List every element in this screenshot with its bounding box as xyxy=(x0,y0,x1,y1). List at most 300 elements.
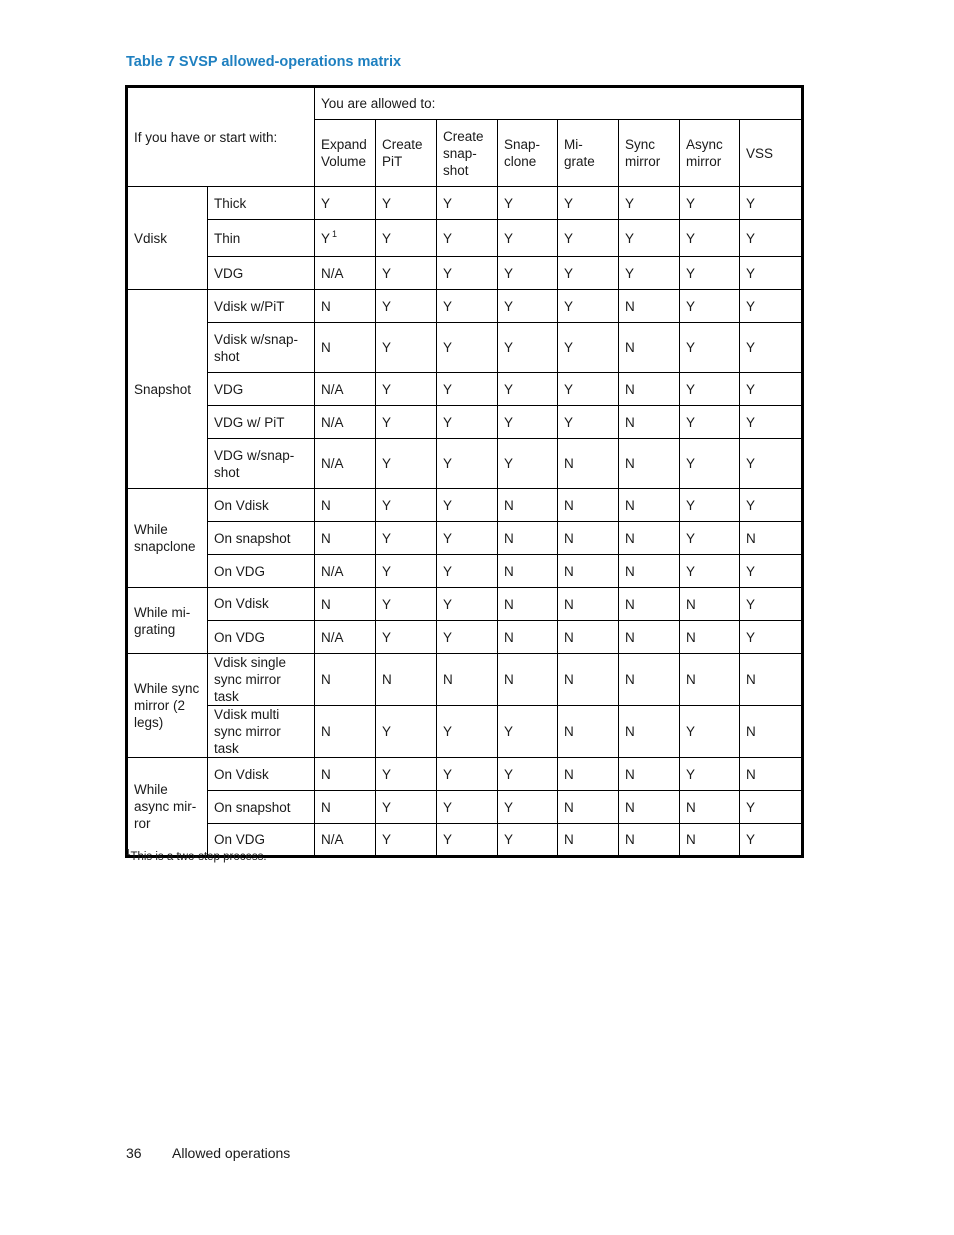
cell-value: Y xyxy=(504,724,514,739)
matrix-cell xyxy=(437,220,498,257)
cell-value: Y xyxy=(686,497,696,513)
matrix-cell xyxy=(315,706,376,758)
cell-value: Y xyxy=(564,414,574,430)
matrix-cell xyxy=(619,187,680,220)
matrix-cell xyxy=(680,373,740,406)
cell-value: N xyxy=(746,672,756,687)
cell-value: Y xyxy=(625,265,635,281)
cell-value: Y xyxy=(504,340,514,355)
cell-value: Y xyxy=(746,629,756,645)
cell-value: Y xyxy=(443,230,453,246)
cell-value: Y xyxy=(382,298,392,314)
matrix-cell xyxy=(437,824,498,857)
cell-value: Y xyxy=(382,381,392,397)
cell-value: Y xyxy=(686,456,696,471)
cell-value: N xyxy=(746,766,756,782)
matrix-cell xyxy=(558,706,619,758)
cell-value: Y xyxy=(443,563,453,579)
cell-value: Y xyxy=(382,596,392,612)
matrix-cell xyxy=(558,257,619,290)
cell-value: Y xyxy=(504,265,514,281)
column-header: Sync mirror xyxy=(619,120,680,187)
cell-value: Y xyxy=(686,724,696,739)
cell-value: Y xyxy=(746,596,756,612)
cell-value: Y xyxy=(564,195,574,211)
cell-value: Y xyxy=(321,195,331,211)
matrix-cell xyxy=(437,706,498,758)
cell-value: N xyxy=(625,381,635,397)
cell-value: N xyxy=(564,596,574,612)
matrix-cell xyxy=(376,220,437,257)
cell-value: N xyxy=(625,340,635,355)
cell-value: Y xyxy=(564,381,574,397)
cell-value: Y xyxy=(746,497,756,513)
matrix-cell xyxy=(498,257,558,290)
table-row xyxy=(127,522,803,555)
matrix-cell xyxy=(376,373,437,406)
row-label: On Vdisk xyxy=(208,489,315,522)
row-label: VDG xyxy=(208,257,315,290)
column-header: VSS xyxy=(740,120,803,187)
matrix-cell xyxy=(680,522,740,555)
matrix-cell xyxy=(558,323,619,373)
group-label: Vdisk xyxy=(127,187,208,290)
matrix-cell xyxy=(558,187,619,220)
table-row xyxy=(127,257,803,290)
cell-value: Y xyxy=(443,298,453,314)
cell-value: Y xyxy=(504,230,514,246)
cell-value: N xyxy=(625,596,635,612)
cell-value: Y xyxy=(443,530,453,546)
matrix-cell xyxy=(619,791,680,824)
table-row xyxy=(127,791,803,824)
header-start-with: If you have or start with: xyxy=(127,87,315,187)
row-label: On Vdisk xyxy=(208,588,315,621)
matrix-cell xyxy=(315,555,376,588)
matrix-cell xyxy=(619,220,680,257)
cell-value: N xyxy=(504,563,514,579)
table-row xyxy=(127,220,803,257)
table-row xyxy=(127,621,803,654)
cell-value: Y xyxy=(686,563,696,579)
matrix-cell xyxy=(498,439,558,489)
matrix-cell xyxy=(740,187,803,220)
row-label: On VDG xyxy=(208,824,315,857)
matrix-cell xyxy=(376,290,437,323)
cell-value: N xyxy=(746,724,756,739)
matrix-cell xyxy=(558,522,619,555)
matrix-cell xyxy=(437,439,498,489)
cell-value: N xyxy=(564,766,574,782)
cell-value: Y xyxy=(382,799,392,815)
cell-value: N xyxy=(321,596,331,612)
matrix-cell xyxy=(315,323,376,373)
matrix-cell xyxy=(315,257,376,290)
cell-value: N xyxy=(625,629,635,645)
matrix-cell xyxy=(437,588,498,621)
cell-value: N xyxy=(625,799,635,815)
table-row xyxy=(127,654,803,706)
cell-value: Y xyxy=(746,340,756,355)
matrix-cell xyxy=(740,373,803,406)
matrix-cell xyxy=(740,406,803,439)
matrix-cell xyxy=(619,654,680,706)
matrix-cell xyxy=(315,824,376,857)
row-label: Vdisk w/snap-shot xyxy=(208,323,315,373)
matrix-cell xyxy=(376,824,437,857)
cell-value: Y xyxy=(686,298,696,314)
cell-value: Y xyxy=(382,497,392,513)
cell-value: Y xyxy=(746,456,756,471)
matrix-cell xyxy=(437,187,498,220)
table-row xyxy=(127,373,803,406)
cell-value: N xyxy=(564,497,574,513)
matrix-cell xyxy=(558,791,619,824)
matrix-cell xyxy=(680,406,740,439)
cell-value: Y xyxy=(746,381,756,397)
matrix-cell xyxy=(315,489,376,522)
matrix-cell xyxy=(558,220,619,257)
cell-value: N xyxy=(321,799,331,815)
cell-value: Y xyxy=(504,195,514,211)
matrix-cell xyxy=(437,791,498,824)
cell-value: N xyxy=(686,832,696,847)
matrix-cell xyxy=(376,323,437,373)
matrix-cell xyxy=(558,406,619,439)
cell-value: Y xyxy=(382,414,392,430)
matrix-cell xyxy=(680,187,740,220)
cell-value: Y xyxy=(504,832,514,847)
table-row xyxy=(127,588,803,621)
cell-value: N xyxy=(625,832,635,847)
matrix-cell xyxy=(498,290,558,323)
column-header: Expand Volume xyxy=(315,120,376,187)
table-row xyxy=(127,439,803,489)
cell-value: N xyxy=(564,629,574,645)
matrix-cell xyxy=(619,706,680,758)
group-label: While mi-grating xyxy=(127,588,208,654)
matrix-cell xyxy=(498,220,558,257)
page-number: 36 xyxy=(126,1145,142,1161)
matrix-cell xyxy=(376,187,437,220)
matrix-cell xyxy=(498,323,558,373)
matrix-cell xyxy=(498,522,558,555)
matrix-cell xyxy=(437,555,498,588)
cell-value: N xyxy=(321,672,331,687)
matrix-cell xyxy=(680,654,740,706)
matrix-cell xyxy=(740,791,803,824)
cell-value: N xyxy=(625,724,635,739)
cell-value: N xyxy=(625,414,635,430)
matrix-cell xyxy=(437,290,498,323)
cell-value: Y xyxy=(443,340,453,355)
matrix-cell xyxy=(437,489,498,522)
matrix-cell xyxy=(498,654,558,706)
row-label: VDG w/ PiT xyxy=(208,406,315,439)
cell-value: N/A xyxy=(321,456,344,471)
cell-value: N xyxy=(564,530,574,546)
matrix-cell xyxy=(376,257,437,290)
cell-value: Y xyxy=(382,629,392,645)
cell-value: Y xyxy=(443,265,453,281)
matrix-cell xyxy=(437,257,498,290)
matrix-cell xyxy=(680,791,740,824)
cell-value: Y xyxy=(443,195,453,211)
matrix-cell xyxy=(315,406,376,439)
matrix-cell xyxy=(498,187,558,220)
cell-value: Y xyxy=(504,381,514,397)
matrix-cell xyxy=(376,588,437,621)
table-row xyxy=(127,187,803,220)
cell-value: Y xyxy=(686,414,696,430)
matrix-cell xyxy=(498,406,558,439)
matrix-cell xyxy=(740,758,803,791)
row-label: On snapshot xyxy=(208,522,315,555)
group-label: While sync mirror (2 legs) xyxy=(127,654,208,758)
matrix-cell xyxy=(619,588,680,621)
matrix-cell xyxy=(619,290,680,323)
matrix-cell xyxy=(437,406,498,439)
group-label: Snapshot xyxy=(127,290,208,489)
footnote-text: This is a two-step process. xyxy=(130,851,267,863)
cell-value: N/A xyxy=(321,381,344,397)
matrix-cell xyxy=(376,791,437,824)
matrix-cell xyxy=(680,439,740,489)
matrix-cell xyxy=(437,654,498,706)
matrix-cell xyxy=(376,522,437,555)
matrix-cell xyxy=(437,522,498,555)
cell-value: N/A xyxy=(321,629,344,645)
matrix-cell xyxy=(437,758,498,791)
matrix-cell xyxy=(680,220,740,257)
matrix-cell xyxy=(740,522,803,555)
row-label: Thick xyxy=(208,187,315,220)
cell-value: Y xyxy=(443,497,453,513)
matrix-cell xyxy=(498,588,558,621)
cell-value: Y xyxy=(625,195,635,211)
cell-value: N/A xyxy=(321,832,344,847)
cell-value: Y xyxy=(746,298,756,314)
cell-value: Y xyxy=(746,563,756,579)
matrix-cell xyxy=(558,588,619,621)
matrix-cell xyxy=(437,323,498,373)
cell-value: Y xyxy=(746,230,756,246)
cell-value: N xyxy=(686,672,696,687)
matrix-cell xyxy=(376,439,437,489)
cell-value: Y xyxy=(382,230,392,246)
cell-value: Y xyxy=(443,456,453,471)
matrix-cell xyxy=(315,187,376,220)
cell-value: N xyxy=(564,832,574,847)
matrix-cell xyxy=(680,758,740,791)
matrix-cell xyxy=(498,706,558,758)
cell-value: Y xyxy=(564,298,574,314)
row-label: On Vdisk xyxy=(208,758,315,791)
matrix-cell xyxy=(376,489,437,522)
cell-value: N xyxy=(321,724,331,739)
cell-value: Y xyxy=(382,766,392,782)
matrix-cell xyxy=(376,706,437,758)
cell-value: Y xyxy=(686,766,696,782)
cell-value: Y xyxy=(564,230,574,246)
matrix-cell xyxy=(315,791,376,824)
cell-value: N xyxy=(504,596,514,612)
row-label: On VDG xyxy=(208,555,315,588)
cell-value: Y xyxy=(564,340,574,355)
cell-value: Y xyxy=(382,563,392,579)
cell-value: N xyxy=(504,629,514,645)
cell-value: Y xyxy=(443,414,453,430)
matrix-cell xyxy=(315,373,376,406)
cell-value: Y xyxy=(382,530,392,546)
table-row xyxy=(127,323,803,373)
matrix-cell xyxy=(619,824,680,857)
column-header: Async mirror xyxy=(680,120,740,187)
matrix-cell xyxy=(498,555,558,588)
matrix-cell xyxy=(619,406,680,439)
matrix-cell xyxy=(315,621,376,654)
cell-value: Y xyxy=(443,832,453,847)
matrix-cell xyxy=(740,555,803,588)
cell-value: Y xyxy=(382,456,392,471)
cell-value: Y xyxy=(686,381,696,397)
cell-value: N xyxy=(443,672,453,687)
cell-value: N xyxy=(564,563,574,579)
matrix-cell xyxy=(558,654,619,706)
page-footer xyxy=(126,1145,290,1161)
row-label: On snapshot xyxy=(208,791,315,824)
cell-value: Y xyxy=(746,832,756,847)
cell-value: N xyxy=(686,629,696,645)
cell-value: Y xyxy=(443,596,453,612)
matrix-cell xyxy=(680,824,740,857)
cell-value: Y xyxy=(746,265,756,281)
cell-value: Y xyxy=(746,414,756,430)
matrix-cell xyxy=(315,220,376,257)
matrix-cell xyxy=(315,654,376,706)
cell-value: N xyxy=(686,596,696,612)
cell-value: Y xyxy=(321,230,331,246)
group-label: While async mir-ror xyxy=(127,758,208,857)
cell-value: Y xyxy=(443,799,453,815)
cell-value: N xyxy=(686,799,696,815)
matrix-cell xyxy=(558,439,619,489)
matrix-cell xyxy=(558,373,619,406)
cell-value: Y xyxy=(443,766,453,782)
cell-value: N xyxy=(504,530,514,546)
column-header: Create PiT xyxy=(376,120,437,187)
matrix-cell xyxy=(740,489,803,522)
matrix-cell xyxy=(315,522,376,555)
matrix-cell xyxy=(376,406,437,439)
cell-value: N xyxy=(382,672,392,687)
matrix-cell xyxy=(437,621,498,654)
matrix-cell xyxy=(740,706,803,758)
row-label: On VDG xyxy=(208,621,315,654)
cell-value: N xyxy=(625,563,635,579)
matrix-cell xyxy=(558,555,619,588)
matrix-cell xyxy=(437,373,498,406)
header-allowed-to: You are allowed to: xyxy=(315,87,803,120)
cell-value: Y xyxy=(746,799,756,815)
cell-value: N/A xyxy=(321,414,344,430)
matrix-cell xyxy=(619,323,680,373)
matrix-cell xyxy=(740,439,803,489)
cell-value: N xyxy=(504,672,514,687)
cell-value: N xyxy=(321,298,331,314)
cell-value: Y xyxy=(504,414,514,430)
matrix-cell xyxy=(680,290,740,323)
matrix-cell xyxy=(558,758,619,791)
cell-value: N xyxy=(321,340,331,355)
cell-value: Y xyxy=(686,265,696,281)
cell-value: Y xyxy=(443,381,453,397)
group-label: While snapclone xyxy=(127,489,208,588)
matrix-cell xyxy=(376,621,437,654)
cell-value: Y xyxy=(686,530,696,546)
matrix-cell xyxy=(740,654,803,706)
matrix-cell xyxy=(376,654,437,706)
row-label: Vdisk multi sync mirror task xyxy=(208,706,315,758)
allowed-operations-table xyxy=(125,85,804,858)
cell-value: N xyxy=(625,672,635,687)
matrix-cell xyxy=(619,758,680,791)
cell-value: Y xyxy=(443,724,453,739)
cell-value: N xyxy=(564,799,574,815)
column-header: Create snap-shot xyxy=(437,120,498,187)
footnote-reference: 1 xyxy=(332,229,338,239)
cell-value: Y xyxy=(504,799,514,815)
matrix-cell xyxy=(498,758,558,791)
cell-value: Y xyxy=(504,298,514,314)
matrix-cell xyxy=(558,824,619,857)
matrix-cell xyxy=(558,489,619,522)
cell-value: N/A xyxy=(321,563,344,579)
matrix-cell xyxy=(498,621,558,654)
matrix-cell xyxy=(376,758,437,791)
matrix-cell xyxy=(619,373,680,406)
cell-value: Y xyxy=(686,340,696,355)
footnote-marker: 1 xyxy=(126,848,131,858)
matrix-cell xyxy=(315,758,376,791)
matrix-cell xyxy=(619,555,680,588)
matrix-cell xyxy=(315,290,376,323)
cell-value: N xyxy=(321,766,331,782)
table-row xyxy=(127,406,803,439)
matrix-cell xyxy=(680,588,740,621)
cell-value: Y xyxy=(625,230,635,246)
cell-value: N xyxy=(625,766,635,782)
matrix-cell xyxy=(315,439,376,489)
cell-value: Y xyxy=(382,340,392,355)
cell-value: Y xyxy=(564,265,574,281)
table-row xyxy=(127,758,803,791)
cell-value: N xyxy=(625,298,635,314)
footnote xyxy=(126,848,267,863)
table-row xyxy=(127,489,803,522)
matrix-cell xyxy=(740,257,803,290)
table-row xyxy=(127,290,803,323)
cell-value: N xyxy=(321,497,331,513)
matrix-cell xyxy=(740,290,803,323)
table-row xyxy=(127,555,803,588)
matrix-cell xyxy=(498,824,558,857)
matrix-cell xyxy=(680,489,740,522)
matrix-cell xyxy=(680,257,740,290)
section-title: Allowed operations xyxy=(172,1145,291,1161)
column-header: Snap-clone xyxy=(498,120,558,187)
cell-value: Y xyxy=(382,265,392,281)
